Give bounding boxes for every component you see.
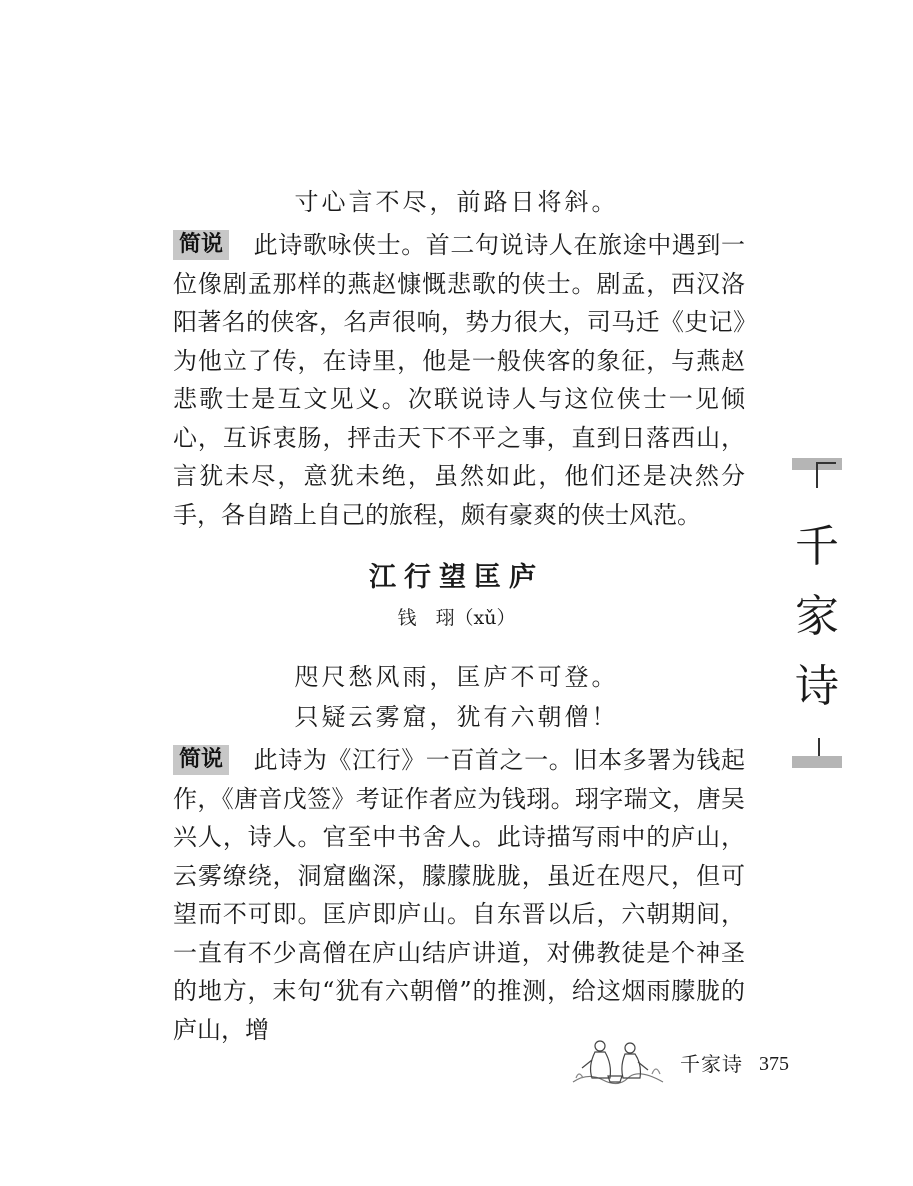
commentary-text: 此诗歌咏侠士。首二句说诗人在旅途中遇到一位像剧孟那样的燕赵慷慨悲歌的侠士。剧孟，西汉洛阳著名的侠客，名声很响，势力很大，司马迁《史记》为他立了传，在诗里，他是一般侠客的象征，与燕赵悲歌士是互文见义。次联说诗人与这位侠士一见倾心，互诉衷肠，抨击天下不平之事，直到日落西山，言犹未尽，意犹未绝，虽然如此，他们还是决然分手，各自踏上自己的旅程，颇有豪爽的侠士风范。 (173, 231, 745, 529)
poem-line: 咫尺愁风雨，匡庐不可登。 (294, 663, 619, 691)
poem-line: 只疑云雾窟，犹有六朝僧！ (294, 703, 619, 731)
scholars-illustration (568, 1032, 668, 1090)
commentary-label: 简说 (173, 230, 229, 260)
page-number: 375 (759, 1053, 789, 1075)
commentary-paragraph (173, 741, 745, 1049)
footer-book-title: 千家诗 (680, 1052, 743, 1076)
author-name: 钱 珝 (397, 607, 455, 629)
commentary-paragraph (173, 226, 745, 534)
tab-char: 千 (795, 521, 839, 572)
tab-bracket-top (816, 462, 836, 488)
poem-line: 寸心言不尽，前路日将斜。 (294, 188, 619, 216)
commentary-text: 此诗为《江行》一百首之一。旧本多署为钱起作，《唐音戊签》考证作者应为钱珝。珝字瑞文，唐吴兴人，诗人。官至中书舍人。此诗描写雨中的庐山，云雾缭绕，洞窟幽深，朦朦胧胧，虽近在咫尺，但可望而不可即。匡庐即庐山。自东晋以后，六朝期间，一直有不少高僧在庐山结庐讲道，对佛教徒是个神圣的地方，末句“犹有六朝僧”的推测，给这烟雨朦胧的庐山，增 (173, 746, 745, 1044)
author-pinyin: （xǔ） (454, 607, 516, 629)
poem-author (0, 604, 913, 632)
poem-title: 江行望匡庐 (369, 562, 544, 593)
commentary-label: 简说 (173, 745, 229, 775)
tab-char: 家 (795, 591, 839, 642)
side-section-tab (792, 458, 842, 768)
tab-bar-bottom (792, 756, 842, 768)
tab-char: 诗 (795, 661, 839, 712)
